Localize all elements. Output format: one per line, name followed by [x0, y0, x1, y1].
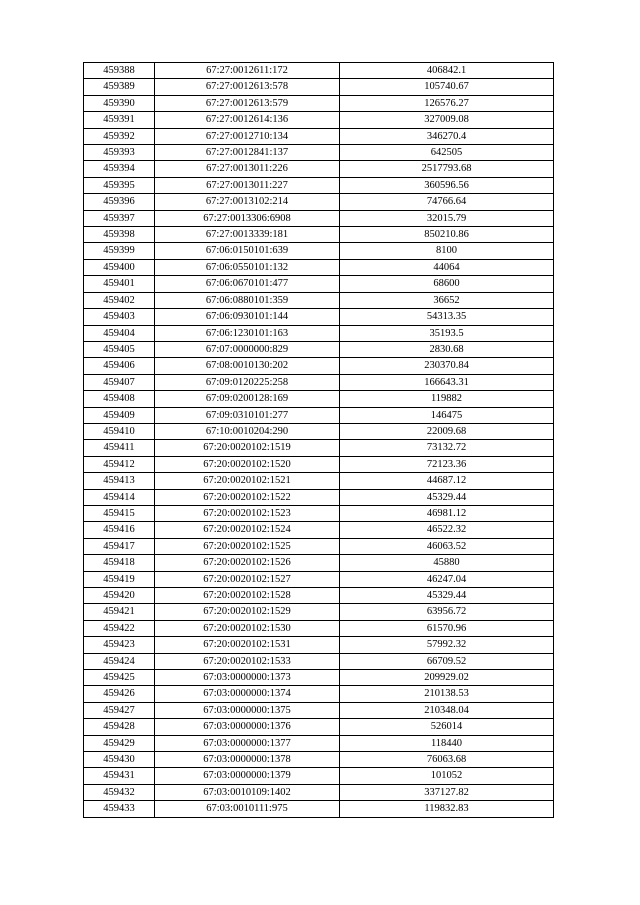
cadastral-number-cell: 67:27:0013011:227 — [155, 177, 340, 193]
value-cell: 45329.44 — [340, 588, 554, 604]
value-cell: 72123.36 — [340, 456, 554, 472]
value-cell: 66709.52 — [340, 653, 554, 669]
table-row — [84, 670, 554, 686]
cadastral-value-table — [83, 62, 554, 818]
cadastral-number-cell: 67:03:0000000:1379 — [155, 768, 340, 784]
value-cell: 209929.02 — [340, 670, 554, 686]
value-cell: 126576.27 — [340, 95, 554, 111]
row-number-cell: 459429 — [84, 735, 155, 751]
cadastral-number-cell: 67:06:0670101:477 — [155, 276, 340, 292]
row-number-cell: 459431 — [84, 768, 155, 784]
value-cell: 46522.32 — [340, 522, 554, 538]
row-number-cell: 459389 — [84, 79, 155, 95]
table-row — [84, 719, 554, 735]
table-row — [84, 292, 554, 308]
row-number-cell: 459400 — [84, 259, 155, 275]
table-row — [84, 243, 554, 259]
value-cell: 850210.86 — [340, 227, 554, 243]
row-number-cell: 459426 — [84, 686, 155, 702]
table-row — [84, 309, 554, 325]
table-row — [84, 210, 554, 226]
table-row — [84, 653, 554, 669]
value-cell: 32015.79 — [340, 210, 554, 226]
cadastral-number-cell: 67:06:0150101:639 — [155, 243, 340, 259]
row-number-cell: 459419 — [84, 571, 155, 587]
cadastral-number-cell: 67:27:0012613:578 — [155, 79, 340, 95]
cadastral-number-cell: 67:09:0120225:258 — [155, 374, 340, 390]
value-cell: 360596.56 — [340, 177, 554, 193]
table-row — [84, 505, 554, 521]
table-row — [84, 752, 554, 768]
table-row — [84, 571, 554, 587]
row-number-cell: 459425 — [84, 670, 155, 686]
value-cell: 2517793.68 — [340, 161, 554, 177]
row-number-cell: 459416 — [84, 522, 155, 538]
cadastral-number-cell: 67:20:0020102:1530 — [155, 620, 340, 636]
table-row — [84, 161, 554, 177]
cadastral-number-cell: 67:03:0000000:1374 — [155, 686, 340, 702]
table-row — [84, 194, 554, 210]
value-cell: 166643.31 — [340, 374, 554, 390]
cadastral-number-cell: 67:06:0930101:144 — [155, 309, 340, 325]
table-row — [84, 555, 554, 571]
table-row — [84, 63, 554, 79]
value-cell: 35193.5 — [340, 325, 554, 341]
row-number-cell: 459422 — [84, 620, 155, 636]
cadastral-number-cell: 67:27:0012710:134 — [155, 128, 340, 144]
value-cell: 642505 — [340, 145, 554, 161]
row-number-cell: 459401 — [84, 276, 155, 292]
row-number-cell: 459430 — [84, 752, 155, 768]
value-cell: 119882 — [340, 391, 554, 407]
value-cell: 46063.52 — [340, 538, 554, 554]
value-cell: 210348.04 — [340, 702, 554, 718]
document-page — [83, 62, 553, 818]
row-number-cell: 459393 — [84, 145, 155, 161]
value-cell: 22009.68 — [340, 423, 554, 439]
cadastral-number-cell: 67:20:0020102:1524 — [155, 522, 340, 538]
table-row — [84, 341, 554, 357]
table-row — [84, 391, 554, 407]
cadastral-number-cell: 67:03:0000000:1378 — [155, 752, 340, 768]
row-number-cell: 459412 — [84, 456, 155, 472]
table-row — [84, 473, 554, 489]
table-row — [84, 259, 554, 275]
table-row — [84, 784, 554, 800]
table-row — [84, 522, 554, 538]
row-number-cell: 459432 — [84, 784, 155, 800]
table-row — [84, 276, 554, 292]
cadastral-number-cell: 67:27:0012613:579 — [155, 95, 340, 111]
cadastral-number-cell: 67:10:0010204:290 — [155, 423, 340, 439]
cadastral-number-cell: 67:20:0020102:1528 — [155, 588, 340, 604]
value-cell: 230370.84 — [340, 358, 554, 374]
table-row — [84, 702, 554, 718]
cadastral-number-cell: 67:27:0013102:214 — [155, 194, 340, 210]
row-number-cell: 459397 — [84, 210, 155, 226]
cadastral-number-cell: 67:03:0010109:1402 — [155, 784, 340, 800]
cadastral-number-cell: 67:27:0013011:226 — [155, 161, 340, 177]
value-cell: 210138.53 — [340, 686, 554, 702]
value-cell: 526014 — [340, 719, 554, 735]
row-number-cell: 459415 — [84, 505, 155, 521]
table-row — [84, 358, 554, 374]
value-cell: 8100 — [340, 243, 554, 259]
value-cell: 45880 — [340, 555, 554, 571]
row-number-cell: 459427 — [84, 702, 155, 718]
cadastral-number-cell: 67:27:0012841:137 — [155, 145, 340, 161]
table-row — [84, 95, 554, 111]
cadastral-number-cell: 67:09:0200128:169 — [155, 391, 340, 407]
value-cell: 119832.83 — [340, 801, 554, 817]
row-number-cell: 459410 — [84, 423, 155, 439]
cadastral-number-cell: 67:03:0000000:1377 — [155, 735, 340, 751]
table-row — [84, 145, 554, 161]
table-row — [84, 112, 554, 128]
value-cell: 36652 — [340, 292, 554, 308]
cadastral-number-cell: 67:20:0020102:1529 — [155, 604, 340, 620]
row-number-cell: 459403 — [84, 309, 155, 325]
value-cell: 337127.82 — [340, 784, 554, 800]
value-cell: 146475 — [340, 407, 554, 423]
table-row — [84, 128, 554, 144]
row-number-cell: 459398 — [84, 227, 155, 243]
value-cell: 118440 — [340, 735, 554, 751]
row-number-cell: 459404 — [84, 325, 155, 341]
cadastral-number-cell: 67:20:0020102:1527 — [155, 571, 340, 587]
row-number-cell: 459428 — [84, 719, 155, 735]
cadastral-number-cell: 67:07:0000000:829 — [155, 341, 340, 357]
cadastral-number-cell: 67:06:0550101:132 — [155, 259, 340, 275]
table-row — [84, 456, 554, 472]
cadastral-number-cell: 67:03:0000000:1373 — [155, 670, 340, 686]
value-cell: 74766.64 — [340, 194, 554, 210]
cadastral-number-cell: 67:03:0000000:1376 — [155, 719, 340, 735]
table-row — [84, 489, 554, 505]
value-cell: 57992.32 — [340, 637, 554, 653]
row-number-cell: 459423 — [84, 637, 155, 653]
value-cell: 76063.68 — [340, 752, 554, 768]
value-cell: 44687.12 — [340, 473, 554, 489]
value-cell: 63956.72 — [340, 604, 554, 620]
value-cell: 327009.08 — [340, 112, 554, 128]
cadastral-number-cell: 67:27:0012614:136 — [155, 112, 340, 128]
value-cell: 45329.44 — [340, 489, 554, 505]
row-number-cell: 459433 — [84, 801, 155, 817]
value-cell: 54313.35 — [340, 309, 554, 325]
cadastral-number-cell: 67:20:0020102:1526 — [155, 555, 340, 571]
table-row — [84, 620, 554, 636]
table-row — [84, 325, 554, 341]
value-cell: 2830.68 — [340, 341, 554, 357]
table-row — [84, 801, 554, 817]
cadastral-number-cell: 67:20:0020102:1521 — [155, 473, 340, 489]
cadastral-number-cell: 67:20:0020102:1531 — [155, 637, 340, 653]
row-number-cell: 459391 — [84, 112, 155, 128]
cadastral-number-cell: 67:08:0010130:202 — [155, 358, 340, 374]
row-number-cell: 459399 — [84, 243, 155, 259]
value-cell: 73132.72 — [340, 440, 554, 456]
row-number-cell: 459407 — [84, 374, 155, 390]
table-row — [84, 374, 554, 390]
row-number-cell: 459396 — [84, 194, 155, 210]
value-cell: 44064 — [340, 259, 554, 275]
row-number-cell: 459388 — [84, 63, 155, 79]
row-number-cell: 459395 — [84, 177, 155, 193]
cadastral-number-cell: 67:20:0020102:1525 — [155, 538, 340, 554]
table-row — [84, 440, 554, 456]
cadastral-number-cell: 67:27:0013306:6908 — [155, 210, 340, 226]
row-number-cell: 459406 — [84, 358, 155, 374]
value-cell: 61570.96 — [340, 620, 554, 636]
cadastral-number-cell: 67:20:0020102:1533 — [155, 653, 340, 669]
value-cell: 46981.12 — [340, 505, 554, 521]
table-row — [84, 227, 554, 243]
table-row — [84, 423, 554, 439]
row-number-cell: 459411 — [84, 440, 155, 456]
cadastral-number-cell: 67:27:0012611:172 — [155, 63, 340, 79]
table-row — [84, 177, 554, 193]
row-number-cell: 459418 — [84, 555, 155, 571]
table-body — [84, 63, 554, 818]
value-cell: 105740.67 — [340, 79, 554, 95]
row-number-cell: 459421 — [84, 604, 155, 620]
cadastral-number-cell: 67:20:0020102:1522 — [155, 489, 340, 505]
row-number-cell: 459408 — [84, 391, 155, 407]
row-number-cell: 459414 — [84, 489, 155, 505]
row-number-cell: 459420 — [84, 588, 155, 604]
table-row — [84, 637, 554, 653]
value-cell: 46247.04 — [340, 571, 554, 587]
cadastral-number-cell: 67:20:0020102:1519 — [155, 440, 340, 456]
cadastral-number-cell: 67:09:0310101:277 — [155, 407, 340, 423]
cadastral-number-cell: 67:06:1230101:163 — [155, 325, 340, 341]
row-number-cell: 459405 — [84, 341, 155, 357]
row-number-cell: 459394 — [84, 161, 155, 177]
row-number-cell: 459417 — [84, 538, 155, 554]
value-cell: 68600 — [340, 276, 554, 292]
row-number-cell: 459409 — [84, 407, 155, 423]
row-number-cell: 459402 — [84, 292, 155, 308]
row-number-cell: 459413 — [84, 473, 155, 489]
cadastral-number-cell: 67:03:0000000:1375 — [155, 702, 340, 718]
value-cell: 101052 — [340, 768, 554, 784]
row-number-cell: 459424 — [84, 653, 155, 669]
table-row — [84, 735, 554, 751]
row-number-cell: 459392 — [84, 128, 155, 144]
cadastral-number-cell: 67:03:0010111:975 — [155, 801, 340, 817]
cadastral-number-cell: 67:06:0880101:359 — [155, 292, 340, 308]
value-cell: 406842.1 — [340, 63, 554, 79]
table-row — [84, 407, 554, 423]
cadastral-number-cell: 67:20:0020102:1523 — [155, 505, 340, 521]
cadastral-number-cell: 67:27:0013339:181 — [155, 227, 340, 243]
table-row — [84, 686, 554, 702]
table-row — [84, 79, 554, 95]
row-number-cell: 459390 — [84, 95, 155, 111]
cadastral-number-cell: 67:20:0020102:1520 — [155, 456, 340, 472]
table-row — [84, 768, 554, 784]
table-row — [84, 588, 554, 604]
table-row — [84, 538, 554, 554]
table-row — [84, 604, 554, 620]
value-cell: 346270.4 — [340, 128, 554, 144]
